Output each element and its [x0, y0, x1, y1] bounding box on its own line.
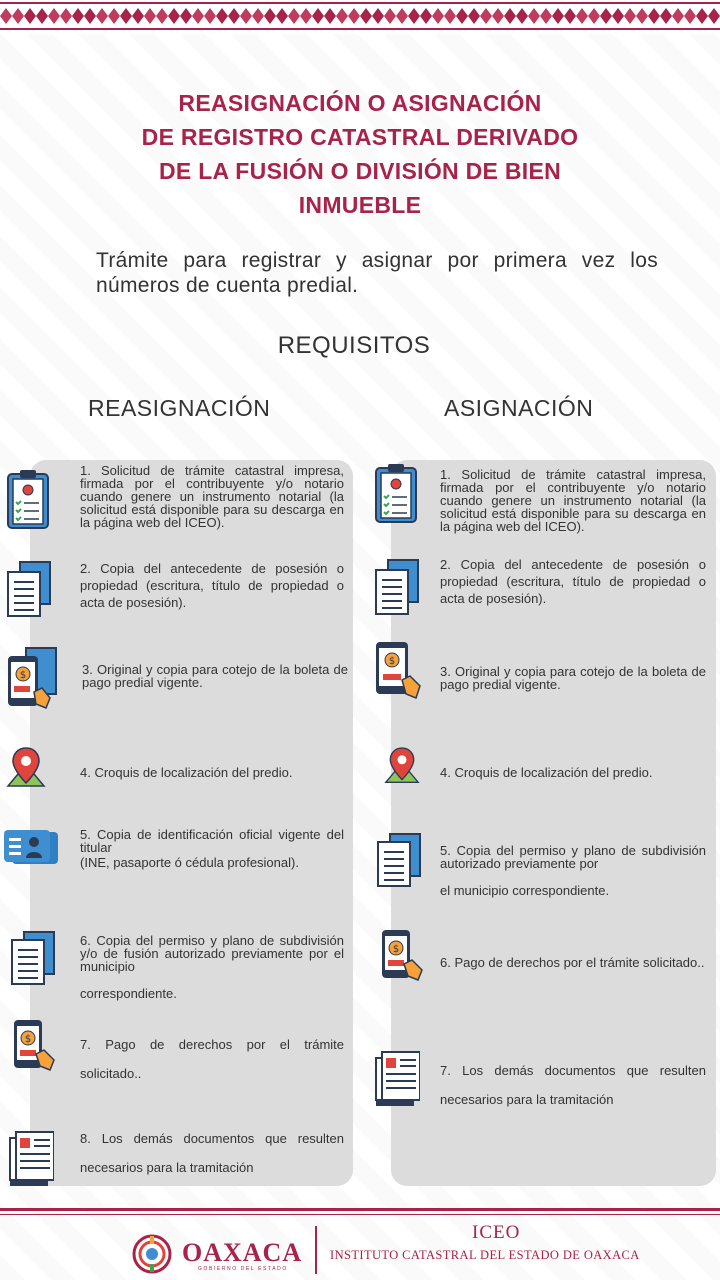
documents-icon: [6, 560, 52, 623]
requisitos-heading: REQUISITOS: [277, 332, 431, 359]
map-pin-icon: [384, 746, 420, 793]
oaxaca-logo-text: OAXACA: [182, 1238, 303, 1267]
oaxaca-logo-subtitle: GOBIERNO DEL ESTADO: [198, 1266, 288, 1272]
footer-rule: [0, 1208, 720, 1211]
svg-text:$: $: [19, 670, 27, 681]
phone-payment-icon: [374, 640, 426, 707]
footer-divider: [315, 1226, 317, 1274]
institute-name: INSTITUTO CATASTRAL DEL ESTADO DE OAXACA: [330, 1248, 640, 1262]
reasignacion-heading: REASIGNACIÓN: [88, 395, 271, 421]
top-decorative-band: [0, 0, 720, 34]
asignacion-item-4: 4. Croquis de localización del predio.: [440, 765, 653, 780]
reasignacion-item-3: 3. Original y copia para cotejo de la boleta de pago predial vigente.: [82, 662, 348, 690]
reasignacion-item-6: [80, 934, 344, 1000]
reasignacion-item-1: 1. Solicitud de trámite catastral impresa, firmada por el contribuyente y/o notario cuando genere un instrumento notarial (la solicitud está disponible para su descarga en la página web del ICEO).: [80, 463, 344, 530]
asignacion-item-2: 2. Copia del antecedente de posesión o propiedad (escritura, título de propiedad o acta de posesión).: [440, 557, 706, 606]
reasignacion-item-7: 7. Pago de derechos por el trámite solicitado..: [80, 1037, 344, 1081]
reasignacion-item-5: [80, 828, 344, 869]
asignacion-item-5: [440, 844, 706, 897]
printed-document-icon: [8, 1130, 54, 1193]
phone-payment-icon: [380, 928, 426, 987]
page-title: [60, 86, 660, 222]
svg-text:$: $: [388, 656, 396, 667]
title-line: INMUEBLE: [298, 192, 422, 218]
documents-icon: [374, 558, 420, 621]
footer-rule-thin: [0, 1214, 720, 1215]
reasignacion-item-2: 2. Copia del antecedente de posesión o propiedad (escritura, título de propiedad o acta de posesión).: [80, 561, 344, 610]
clipboard-checklist-icon: [6, 468, 50, 535]
asignacion-item-1: 1. Solicitud de trámite catastral impresa, firmada por el contribuyente y/o notario cuando genere un instrumento notarial (la solicitud está disponible para su descarga en la página web del ICEO).: [440, 467, 706, 534]
iceo-acronym: ICEO: [472, 1222, 521, 1243]
phone-payment-icon: [12, 1018, 58, 1077]
reasignacion-item-6-line2: correspondiente.: [80, 986, 177, 1001]
reasignacion-item-6-line1: 6. Copia del permiso y plano de subdivisión y/o de fusión autorizado previamente por el municipio: [80, 933, 344, 974]
id-card-icon: [2, 828, 60, 873]
map-pin-icon: [6, 746, 46, 797]
intro-text: Trámite para registrar y asignar por primera vez los números de cuenta predial.: [96, 249, 658, 297]
title-line: REASIGNACIÓN O ASIGNACIÓN: [178, 90, 542, 116]
asignacion-item-6: 6. Pago de derechos por el trámite solicitado..: [440, 955, 705, 970]
title-line: DE LA FUSIÓN O DIVISIÓN DE BIEN: [158, 158, 562, 184]
documents-icon: [376, 832, 422, 893]
title-line: DE REGISTRO CATASTRAL DERIVADO: [141, 124, 579, 150]
documents-icon: [10, 930, 56, 991]
reasignacion-item-5-line1: 5. Copia de identificación oficial vigente del titular: [80, 827, 344, 855]
asignacion-item-3: 3. Original y copia para cotejo de la boleta de pago predial vigente.: [440, 664, 706, 692]
phone-payment-icon: [6, 646, 62, 717]
asignacion-item-5-line1: 5. Copia del permiso y plano de subdivisión autorizado previamente por: [440, 843, 706, 871]
reasignacion-item-4: 4. Croquis de localización del predio.: [80, 765, 293, 780]
svg-text:$: $: [24, 1034, 32, 1045]
reasignacion-item-8: 8. Los demás documentos que resulten necesarios para la tramitación: [80, 1131, 344, 1175]
oaxaca-emblem-icon: [132, 1234, 172, 1279]
asignacion-heading: ASIGNACIÓN: [444, 395, 594, 421]
asignacion-item-5-line2: el municipio correspondiente.: [440, 883, 610, 898]
clipboard-checklist-icon: [374, 462, 418, 529]
svg-text:$: $: [392, 944, 400, 955]
asignacion-item-7: 7. Los demás documentos que resulten necesarios para la tramitación: [440, 1063, 706, 1107]
reasignacion-item-5-line2: (INE, pasaporte ó cédula profesional).: [80, 855, 299, 870]
printed-document-icon: [374, 1050, 420, 1113]
